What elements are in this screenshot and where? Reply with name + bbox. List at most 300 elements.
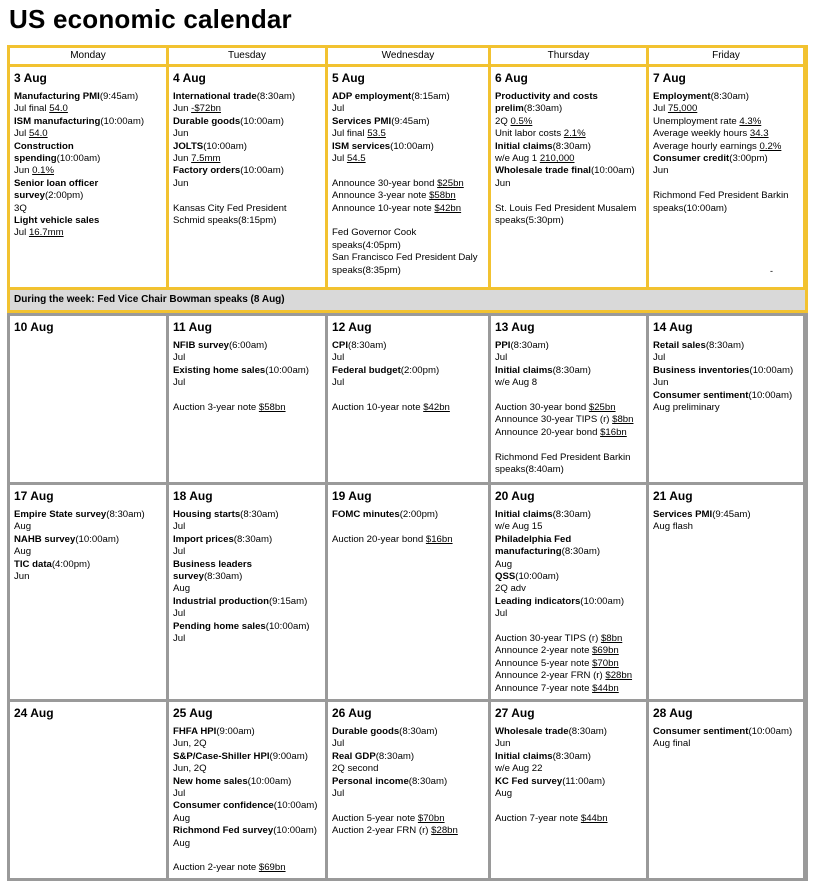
event-line: [14, 534, 162, 546]
event-line: [332, 534, 484, 546]
event-line: [173, 633, 321, 645]
event-detail: Jul: [332, 788, 345, 800]
event-detail: Jul: [332, 103, 345, 115]
event-detail: Jul: [14, 227, 29, 239]
day-date: 24 Aug: [14, 706, 54, 720]
event-line: [495, 738, 642, 750]
event-value: 34.3: [749, 128, 769, 140]
event-name: Services PMI: [332, 115, 392, 127]
event-line: [495, 521, 642, 533]
event-detail: (10:00am): [515, 571, 559, 583]
line-gap: [495, 800, 642, 812]
event-detail: Jul final: [332, 128, 368, 140]
event-detail: Jul: [653, 103, 668, 115]
event-name: NAHB survey: [14, 533, 76, 545]
event-line: [495, 427, 642, 439]
event-detail: San Francisco Fed President Daly: [332, 252, 478, 264]
event-line: [173, 813, 321, 825]
day-date: 4 Aug: [173, 71, 206, 85]
day-date: 20 Aug: [495, 489, 535, 503]
event-value: $28bn: [605, 670, 633, 682]
event-detail: Jun: [495, 177, 511, 189]
event-line: [173, 621, 321, 633]
event-value: $69bn: [258, 862, 286, 874]
event-value: $69bn: [592, 645, 619, 657]
event-line: [653, 203, 799, 215]
event-detail: Unit labor costs: [495, 128, 564, 140]
event-value: $25bn: [588, 402, 616, 414]
event-line: [14, 546, 162, 558]
event-line: [332, 340, 484, 352]
event-detail: (8:30am): [408, 775, 448, 787]
event-line: [173, 788, 321, 800]
line-gap: [653, 178, 799, 190]
event-line: [495, 377, 642, 389]
event-line: [332, 265, 484, 277]
event-detail: Jun: [14, 165, 33, 177]
day-date: 14 Aug: [653, 320, 693, 334]
event-detail: Aug: [173, 837, 191, 849]
event-line: [14, 509, 162, 521]
day-date: 7 Aug: [653, 71, 686, 85]
day-date: 26 Aug: [332, 706, 372, 720]
event-detail: 3Q: [14, 202, 27, 214]
event-detail: Kansas City Fed President: [173, 202, 287, 214]
event-name: Consumer credit: [653, 153, 730, 165]
day-cell: [649, 485, 803, 699]
event-line: [173, 365, 321, 377]
event-detail: Announce 2-year FRN (r): [495, 670, 606, 682]
event-detail: (10:00am): [590, 165, 635, 177]
event-line: [14, 128, 162, 140]
event-name: PPI: [495, 340, 511, 351]
event-detail: Jun, 2Q: [173, 763, 207, 775]
event-line: [173, 116, 321, 128]
event-line: [495, 464, 642, 476]
event-line: [173, 352, 321, 364]
event-line: [173, 215, 321, 227]
event-detail: (10:00am): [240, 165, 284, 177]
event-detail: Average hourly earnings: [653, 140, 760, 152]
event-detail: Jun: [173, 128, 189, 140]
weekday-tuesday: Tuesday: [169, 48, 325, 64]
event-value: 54.0: [28, 128, 48, 140]
event-line: [173, 128, 321, 140]
event-name: Housing starts: [173, 509, 241, 520]
event-detail: (8:30am): [256, 91, 296, 102]
event-name: Services PMI: [653, 509, 713, 520]
event-detail: Aug: [14, 521, 32, 533]
event-detail: Auction 10-year note: [332, 402, 424, 414]
weekday-wednesday: Wednesday: [328, 48, 488, 64]
event-line: [653, 352, 799, 364]
event-detail: (8:30am): [705, 340, 745, 351]
event-line: [173, 862, 321, 874]
event-detail: speaks(5:30pm): [495, 215, 564, 227]
line-gap: [332, 215, 484, 227]
event-detail: Auction 20-year bond: [332, 533, 426, 545]
event-name: Initial claims: [495, 509, 553, 520]
event-value: $44bn: [592, 682, 619, 694]
event-detail: (10:00am): [748, 389, 793, 401]
event-line: [495, 141, 642, 153]
event-line: [332, 825, 484, 837]
event-detail: Jul: [173, 633, 186, 645]
event-line: [495, 509, 642, 521]
day-date: 17 Aug: [14, 489, 54, 503]
event-line: [495, 583, 642, 595]
corner-mark: -: [770, 265, 773, 276]
event-name: Business inventories: [653, 364, 750, 376]
event-detail: (10:00am): [100, 115, 145, 127]
event-detail: (8:30am): [106, 509, 145, 520]
event-line: [173, 377, 321, 389]
event-line: [495, 91, 642, 103]
event-name: prelim: [495, 103, 524, 115]
event-line: [653, 738, 799, 750]
calendar-grid: [7, 45, 808, 881]
event-value: $28bn: [431, 825, 458, 837]
event-line: [173, 559, 321, 571]
event-line: [495, 763, 642, 775]
event-name: FHFA HPI: [173, 726, 217, 737]
event-detail: Jun, 2Q: [173, 738, 207, 750]
event-detail: Jul: [14, 128, 29, 140]
week-row: [10, 67, 805, 287]
event-line: [173, 509, 321, 521]
event-detail: Aug: [495, 788, 513, 800]
event-value: $8bn: [600, 633, 623, 645]
line-gap: [332, 800, 484, 812]
event-value: $70bn: [592, 657, 619, 669]
event-line: [14, 203, 162, 215]
event-detail: (8:30am): [510, 340, 549, 351]
event-detail: (8:30am): [552, 509, 591, 520]
event-detail: (10:00am): [580, 595, 625, 607]
event-detail: 2Q second: [332, 763, 379, 775]
event-detail: 2Q: [495, 115, 511, 127]
day-cell: [649, 316, 803, 482]
event-detail: w/e Aug 8: [495, 377, 538, 389]
event-line: [495, 365, 642, 377]
event-detail: (2:00pm): [400, 364, 440, 376]
event-line: [332, 153, 484, 165]
event-line: [332, 203, 484, 215]
day-cell: [10, 702, 166, 878]
event-name: Durable goods: [173, 115, 241, 127]
event-detail: Jul: [332, 352, 345, 364]
day-cell: [169, 67, 325, 287]
event-line: [495, 683, 642, 695]
event-line: [14, 215, 162, 227]
event-detail: Announce 5-year note: [495, 657, 593, 669]
event-detail: Jul: [332, 153, 347, 165]
event-line: [173, 141, 321, 153]
event-name: Business leaders: [173, 558, 252, 570]
event-line: [495, 571, 642, 583]
event-value: 0.1%: [32, 165, 55, 177]
day-cell: [328, 485, 488, 699]
weekday-thursday: Thursday: [491, 48, 646, 64]
event-line: [173, 91, 321, 103]
event-line: [495, 726, 642, 738]
event-name: NFIB survey: [173, 340, 229, 351]
weekday-friday: Friday: [649, 48, 803, 64]
event-detail: Auction 3-year note: [173, 402, 259, 414]
event-value: 4.3%: [739, 115, 762, 127]
event-line: [495, 559, 642, 571]
day-cell: [649, 67, 803, 287]
event-line: [173, 165, 321, 177]
day-cell: [169, 702, 325, 878]
event-line: [653, 377, 799, 389]
event-line: [495, 215, 642, 227]
event-detail: speaks(8:35pm): [332, 264, 401, 276]
event-line: [14, 227, 162, 239]
event-line: [495, 751, 642, 763]
event-line: [495, 546, 642, 558]
event-detail: Aug: [173, 583, 191, 595]
event-line: [495, 658, 642, 670]
event-name: Pending home sales: [173, 620, 266, 632]
event-detail: (8:30am): [710, 91, 749, 102]
event-line: [332, 365, 484, 377]
line-gap: [332, 390, 484, 402]
event-line: [332, 776, 484, 788]
event-line: [495, 776, 642, 788]
event-line: [653, 165, 799, 177]
event-line: [653, 128, 799, 140]
event-name: Productivity and costs: [495, 91, 598, 102]
event-line: [332, 738, 484, 750]
event-value: $70bn: [417, 812, 445, 824]
day-cell: [10, 485, 166, 699]
event-detail: Auction 2-year note: [173, 862, 259, 874]
event-name: Initial claims: [495, 750, 553, 762]
event-detail: (8:30am): [561, 546, 601, 558]
event-detail: (8:30am): [568, 726, 607, 737]
event-detail: Auction 30-year TIPS (r): [495, 633, 601, 645]
event-line: [332, 751, 484, 763]
event-line: [495, 633, 642, 645]
event-line: [332, 726, 484, 738]
event-line: [14, 103, 162, 115]
event-detail: Aug: [14, 546, 32, 558]
event-detail: Announce 7-year note: [495, 682, 593, 694]
event-line: [495, 178, 642, 190]
event-detail: (3:00pm): [729, 153, 768, 165]
event-detail: Jul: [173, 546, 186, 558]
event-line: [173, 340, 321, 352]
event-name: Richmond Fed survey: [173, 825, 274, 837]
event-detail: speaks(10:00am): [653, 202, 728, 214]
event-detail: (8:30am): [552, 364, 591, 376]
day-date: 10 Aug: [14, 320, 54, 334]
event-line: [173, 521, 321, 533]
event-line: [14, 141, 162, 153]
event-name: Durable goods: [332, 726, 400, 737]
event-detail: Jul: [173, 521, 186, 533]
event-detail: Average weekly hours: [653, 128, 750, 140]
event-line: [14, 153, 162, 165]
event-detail: (8:30am): [348, 340, 387, 351]
event-line: [495, 402, 642, 414]
line-gap: [332, 165, 484, 177]
event-detail: Jun: [495, 738, 511, 750]
event-detail: Auction 30-year bond: [495, 402, 589, 414]
event-detail: Auction 7-year note: [495, 812, 581, 824]
event-name: Factory orders: [173, 165, 241, 177]
event-detail: w/e Aug 1: [495, 153, 540, 165]
event-name: KC Fed survey: [495, 775, 563, 787]
event-value: 0.2%: [759, 140, 782, 152]
event-name: Manufacturing PMI: [14, 91, 100, 102]
event-line: [653, 390, 799, 402]
event-detail: (8:30am): [552, 750, 591, 762]
day-date: 27 Aug: [495, 706, 535, 720]
event-detail: Aug flash: [653, 521, 694, 533]
event-value: $25bn: [437, 177, 464, 189]
day-cell: [10, 316, 166, 482]
event-detail: (9:45am): [391, 115, 430, 127]
event-detail: (10:00am): [75, 533, 120, 545]
event-name: Import prices: [173, 533, 234, 545]
event-detail: Aug: [173, 812, 191, 824]
event-line: [173, 838, 321, 850]
day-cell: [491, 485, 646, 699]
event-line: [173, 546, 321, 558]
event-detail: Announce 10-year note: [332, 202, 435, 214]
event-line: [495, 203, 642, 215]
line-gap: [495, 621, 642, 633]
event-line: [173, 103, 321, 115]
event-line: [332, 240, 484, 252]
event-detail: (9:15am): [268, 595, 308, 607]
event-detail: (10:00am): [265, 620, 310, 632]
event-detail: Announce 3-year note: [332, 190, 430, 202]
event-name: Initial claims: [495, 364, 553, 376]
event-value: $44bn: [580, 812, 608, 824]
event-line: [173, 153, 321, 165]
event-detail: Jun: [173, 153, 192, 165]
event-line: [653, 91, 799, 103]
event-detail: Fed Governor Cook: [332, 227, 417, 239]
event-line: [173, 751, 321, 763]
event-value: $42bn: [434, 202, 462, 214]
event-line: [495, 645, 642, 657]
event-detail: Aug preliminary: [653, 402, 720, 414]
event-line: [332, 190, 484, 202]
event-line: [14, 178, 162, 190]
event-line: [653, 141, 799, 153]
event-name: survey: [14, 190, 45, 202]
day-date: 18 Aug: [173, 489, 213, 503]
event-line: [332, 509, 484, 521]
event-detail: w/e Aug 22: [495, 763, 543, 775]
event-detail: Announce 30-year bond: [332, 177, 438, 189]
event-line: [653, 509, 799, 521]
event-name: Consumer sentiment: [653, 726, 749, 737]
event-detail: Jul: [173, 608, 186, 620]
event-detail: (6:00am): [228, 340, 268, 351]
event-value: 210,000: [539, 153, 575, 165]
event-line: [495, 116, 642, 128]
event-name: Senior loan officer: [14, 177, 99, 189]
event-line: [653, 103, 799, 115]
day-cell: [328, 67, 488, 287]
event-line: [173, 583, 321, 595]
event-name: Light vehicle sales: [14, 215, 100, 227]
event-detail: (9:00am): [216, 726, 255, 737]
event-line: [653, 521, 799, 533]
during-week-note: During the week: Fed Vice Chair Bowman speaks (8 Aug): [10, 290, 805, 310]
event-name: Wholesale trade final: [495, 165, 591, 177]
event-name: FOMC minutes: [332, 509, 400, 520]
event-name: manufacturing: [495, 546, 562, 558]
day-date: 11 Aug: [173, 320, 212, 334]
event-detail: (9:00am): [269, 750, 308, 762]
event-value: 0.5%: [510, 115, 533, 127]
event-name: Federal budget: [332, 364, 401, 376]
event-line: [332, 763, 484, 775]
day-date: 6 Aug: [495, 71, 528, 85]
day-date: 5 Aug: [332, 71, 365, 85]
day-cell: [491, 67, 646, 287]
event-detail: (10:00am): [240, 115, 284, 127]
event-detail: (10:00am): [56, 153, 101, 165]
event-detail: Announce 2-year note: [495, 645, 593, 657]
event-name: Consumer confidence: [173, 800, 274, 812]
week-row: [10, 702, 805, 878]
event-line: [332, 128, 484, 140]
event-line: [332, 178, 484, 190]
event-line: [173, 825, 321, 837]
day-cell: [169, 316, 325, 482]
event-line: [653, 402, 799, 414]
day-cell: [169, 485, 325, 699]
event-line: [173, 203, 321, 215]
event-line: [653, 340, 799, 352]
event-line: [14, 116, 162, 128]
event-line: [495, 813, 642, 825]
event-line: [495, 596, 642, 608]
event-line: [495, 128, 642, 140]
future-weeks-block: [7, 316, 808, 881]
day-cell: [10, 67, 166, 287]
event-detail: (8:30am): [375, 750, 415, 762]
day-cell: [491, 702, 646, 878]
event-detail: Jun: [173, 177, 189, 189]
event-line: [173, 726, 321, 738]
event-detail: (10:00am): [390, 140, 434, 152]
event-name: JOLTS: [173, 140, 204, 152]
event-value: 53.5: [367, 128, 386, 140]
event-detail: Jul: [173, 377, 186, 389]
event-line: [495, 103, 642, 115]
event-value: 2.1%: [563, 128, 586, 140]
day-date: 3 Aug: [14, 71, 47, 85]
event-line: [332, 91, 484, 103]
event-name: CPI: [332, 340, 348, 351]
event-detail: Jun: [173, 103, 192, 115]
event-detail: Auction 5-year note: [332, 812, 418, 824]
event-detail: (8:30am): [399, 726, 438, 737]
event-detail: (10:00am): [273, 825, 317, 837]
event-value: $16bn: [600, 426, 627, 438]
day-date: 21 Aug: [653, 489, 693, 503]
day-date: 19 Aug: [332, 489, 372, 503]
event-line: [653, 153, 799, 165]
